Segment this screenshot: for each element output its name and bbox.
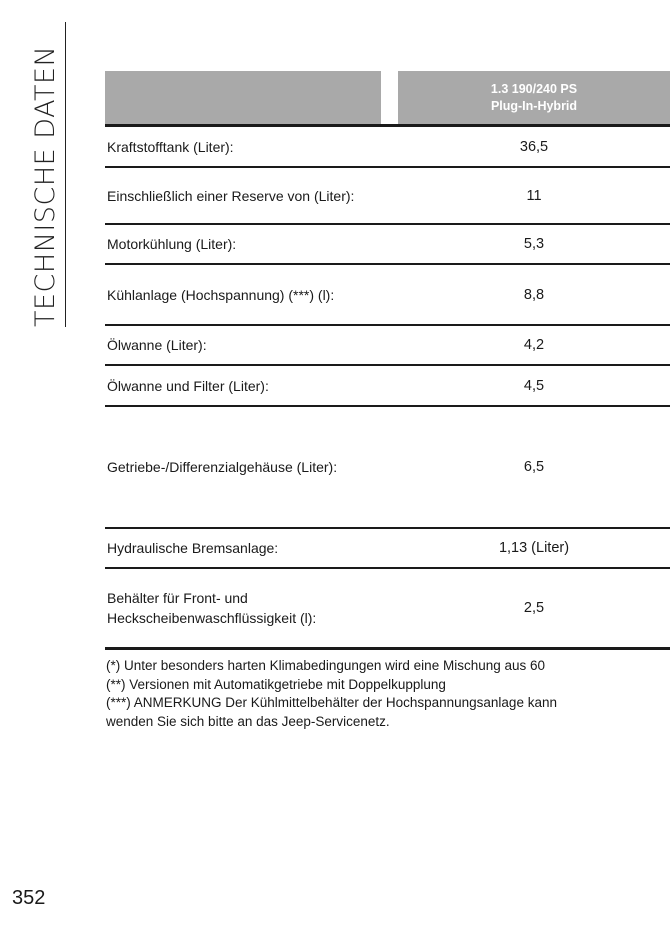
table-row xyxy=(105,225,670,265)
footnote-1: (*) Unter besonders harten Klimabedingungen wird eine Mischung aus 60 xyxy=(106,658,546,673)
footnote-2: (**) Versionen mit Automatikgetriebe mit Doppelkupplung xyxy=(106,676,446,692)
row-value: 6,5 xyxy=(523,459,545,475)
row-value: 11 xyxy=(526,187,542,204)
table-row xyxy=(105,326,670,366)
row-label: Ölwanne und Filter (Liter): xyxy=(107,377,269,394)
row-value: 2,5 xyxy=(523,600,545,616)
row-value: 8,8 xyxy=(523,286,545,303)
page-number: 352 xyxy=(12,887,46,909)
row-label: Behälter für Front- und Heckscheibenwaschflüssigkeit (l): xyxy=(107,590,317,626)
section-title-rule xyxy=(65,22,66,327)
table-row xyxy=(105,127,670,168)
row-value: 4,5 xyxy=(523,377,545,394)
table-header-column xyxy=(398,71,670,124)
row-value: 1,13 (Liter) xyxy=(498,540,570,556)
row-label: Einschließlich einer Reserve von (Liter): xyxy=(107,187,355,204)
table-row xyxy=(105,265,670,326)
table-row xyxy=(105,366,670,407)
row-label: Hydraulische Bremsanlage: xyxy=(107,540,279,556)
footnotes xyxy=(106,657,670,731)
section-title: TECHNISCHE DATEN xyxy=(30,45,61,327)
row-label: Ölwanne (Liter): xyxy=(107,337,207,353)
footnote-3-continued: wenden Sie sich bitte an das Jeep-Servicenetz. xyxy=(106,713,390,729)
table-row xyxy=(105,407,670,529)
table-row xyxy=(105,569,670,650)
row-value: 36,5 xyxy=(519,138,549,155)
table-row xyxy=(105,529,670,569)
footnote-3: (***) ANMERKUNG Der Kühlmittelbehälter der Hochspannungsanlage kann xyxy=(106,695,557,710)
column-header-line2: Plug-In-Hybrid xyxy=(490,98,578,113)
row-label: Kühlanlage (Hochspannung) (***) (l): xyxy=(107,286,335,303)
row-label: Kraftstofftank (Liter): xyxy=(107,138,234,155)
column-header-line1: 1.3 190/240 PS xyxy=(490,81,578,96)
row-label: Getriebe-/Differenzialgehäuse (Liter): xyxy=(107,459,338,475)
capacities-table xyxy=(105,127,670,650)
table-header-label-cell xyxy=(105,71,381,124)
row-label: Motorkühlung (Liter): xyxy=(107,236,237,252)
row-value: 5,3 xyxy=(523,236,545,252)
table-row xyxy=(105,168,670,225)
row-value: 4,2 xyxy=(523,337,545,353)
